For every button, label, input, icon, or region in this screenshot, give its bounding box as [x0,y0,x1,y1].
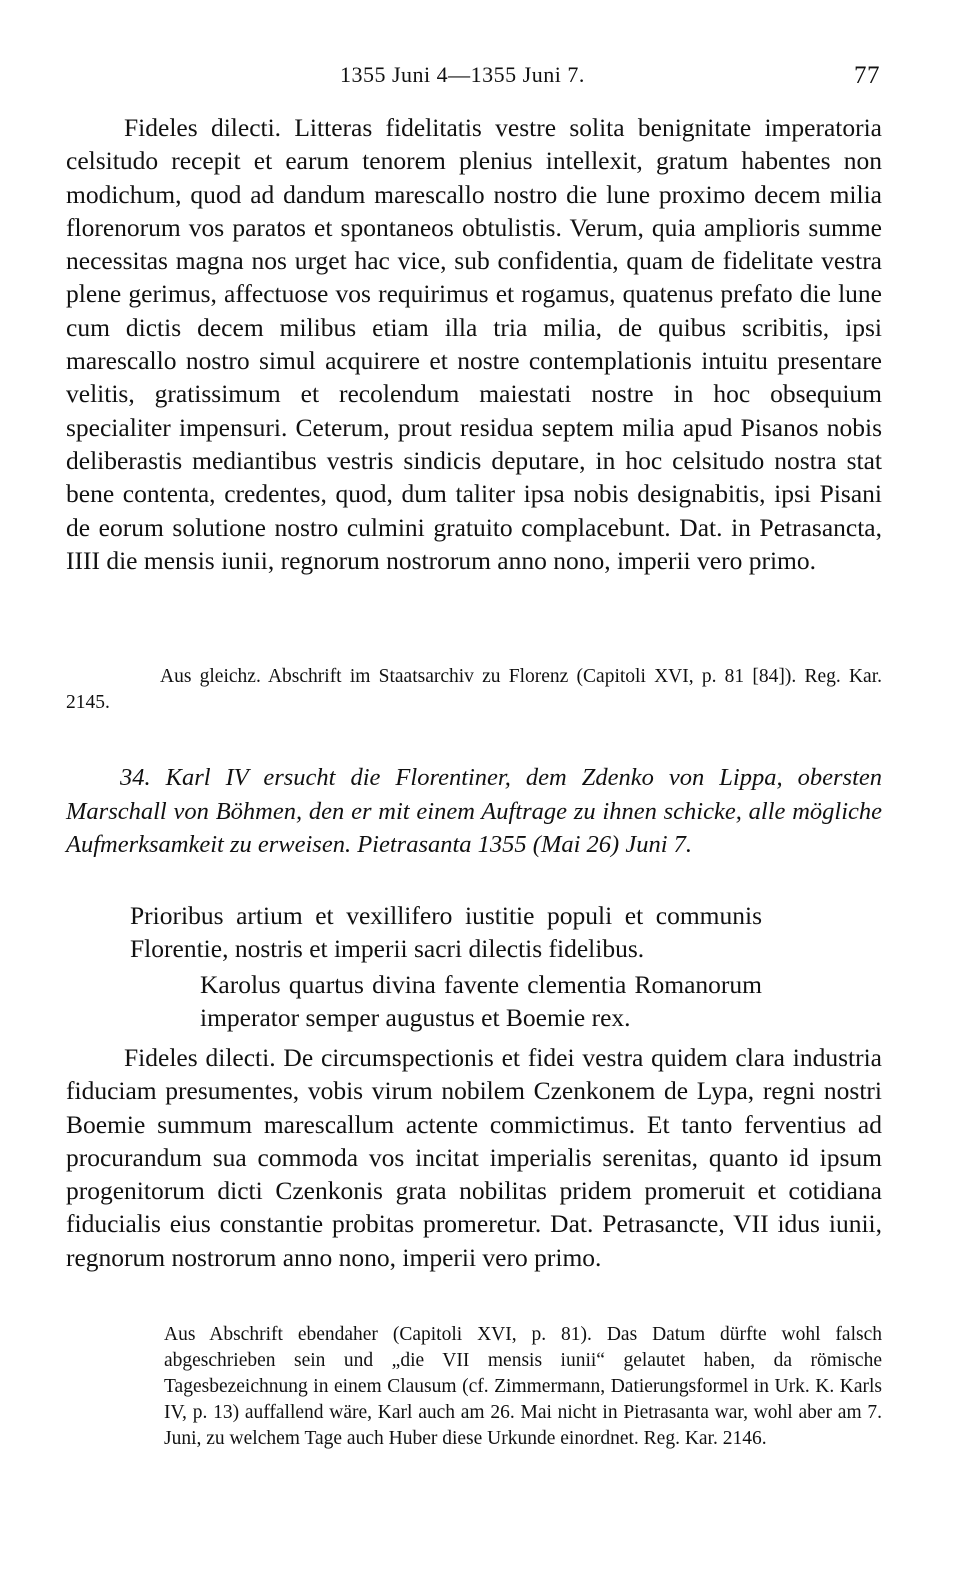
running-header [70,62,880,98]
doc33-body-text: Fideles dilecti. Litteras fidelitatis vestre solita benignitate imperatoria celsitudo recepit et earum tenorem plenius intellexit, gratum habentes non modichum, quod ad dandum marescallo nostro die lune proximo decem milia florenorum vos paratos et spontaneos obtulistis. Verum, quia amplioris summe necessitas magna nos urget hac vice, sub confidentia, quam de fidelitate vestra plene gerimus, affectuose vos requirimus et rogamus, quatenus prefato die lune cum dictis decem milibus etiam illa tria milia, de quibus scribitis, ipsi marescallo nostro simul acquirere et nostre contemplationis intuitu presentare velitis, gratissimum et recolendum maiestati nostre in hoc obsequium specialiter impensuri. Ceterum, prout residua septem milia apud Pisanos nobis deliberastis mediantibus vestris sindicis deputare, in hoc celsitudo nostra stat bene contenta, credentes, quod, dum taliter ipsa nobis designabitis, ipsi Pisani de eorum solutione nostro culmini gratuito complacebunt. Dat. in Petrasancta, IIII die mensis iunii, regnorum nostrorum anno nono, imperii vero primo. [66,113,882,575]
doc34-body [66,1041,882,1274]
doc34-source-note-text: Aus Abschrift ebendaher (Capitoli XVI, p. 81). Das Datum dürfte wohl falsch abgeschrieben sein und „die VII mensis iunii“ gelautet haben, da römische Tagesbezeichnung in einem Clausum (cf. Zimmermann, Datierungsformel in Urk. K. Karls IV, p. 13) auffallend wäre, Karl auch am 26. Mai nicht in Pietrasanta war, wohl aber am 7. Juni, zu welchem Tage auch Huber diese Urkunde einordnet. Reg. Kar. 2146. [164,1324,882,1449]
doc34-address-1 [130,899,762,966]
doc34-rubric-text: 34. Karl IV ersucht die Florentiner, dem Zdenko von Lippa, obersten Marschall von Böhmen, den er mit einem Auftrage zu ihnen schicke, alle mögliche Aufmerksamkeit zu erweisen. Pietrasanta 1355 (Mai 26) Juni 7. [66,764,882,858]
doc34-address-2 [200,968,762,1035]
doc33-body [66,111,882,577]
doc34-rubric [66,761,882,862]
page-number: 77 [854,62,880,89]
doc34-address-1-text: Prioribus artium et vexillifero iustitie populi et communis Florentie, nostris et imperii sacri dilectis fidelibus. [130,901,762,964]
doc33-source-note-text: Aus gleichz. Abschrift im Staatsarchiv zu Florenz (Capitoli XVI, p. 81 [84]). Reg. Kar. 2145. [66,666,882,713]
header-date-range: 1355 Juni 4—1355 Juni 7. [340,62,585,87]
doc34-source-note [164,1322,882,1452]
doc34-address-2-text: Karolus quartus divina favente clementia Romanorum imperator semper augustus et Boemie rex. [200,970,762,1033]
doc33-source-note [66,664,882,716]
doc34-body-text: Fideles dilecti. De circumspectionis et fidei vestra quidem clara industria fiduciam presumentes, vobis virum nobilem Czenkonem de Lypa, regni nostri Boemie summum marescallum actente commictimus. Et tanto ferventius ad procurandum sua commoda vos incitat imperialis serenitas, quanto id ipsum progenitorum dicti Czenkonis grata nobilitas pridem promeruit et cotidiana fiducialis eius constantie probitas promeretur. Dat. Petrasancte, VII idus iunii, regnorum nostrorum anno nono, imperii vero primo. [66,1043,882,1272]
